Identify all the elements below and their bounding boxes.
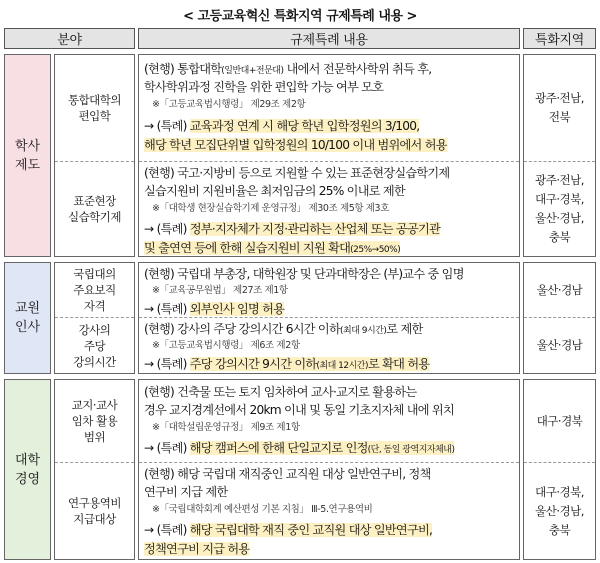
field-key-position: 국립대의 주요보직 자격	[73, 267, 116, 313]
page-title: < 고등교육혁신 특화지역 규제특례 내용 >	[183, 9, 417, 24]
header-content: 규제특례 내용	[138, 28, 520, 49]
legal-citation: ※「국립대학회계 예산편성 기본 지침」 Ⅲ-5.연구용역비	[152, 504, 373, 515]
row-divider	[139, 317, 519, 318]
special-rule-cont: 및 출연연 등에 한해 실습지원비 지원 확대(25%→50%)	[144, 241, 401, 255]
special-rule: → (특례) 정부·지자체가 지정·관리하는 산업체 또는 공공기관	[144, 222, 441, 236]
current-rule-cont: 경우 교지경계선에서 20km 이내 및 동일 기초지자체 내에 위치	[144, 403, 454, 417]
header-region: 특화지역	[523, 28, 596, 49]
current-rule: (현행) 통합대학(일반대+전문대) 내에서 전문학사학위 취득 후,	[144, 62, 432, 76]
current-rule: (현행) 국고·지방비 등으로 지원할 수 있는 표준현장실습학기제	[144, 166, 450, 180]
special-rule: → (특례) 해당 국립대학 재직 중인 교직원 대상 일반연구비,	[144, 523, 433, 537]
special-rule: → (특례) 해당 캠퍼스에 한해 단일교지로 인정(단, 동일 광역지자체내)	[144, 441, 455, 455]
region-key-position: 울산·경남	[536, 282, 583, 297]
field-field-practice: 표준현장 실습학기제	[67, 194, 122, 224]
row-divider	[139, 462, 519, 463]
region-campus-lease: 대구·경북	[536, 413, 583, 428]
field-lecture-hours: 강사의 주당 강의시간	[73, 322, 116, 369]
current-rule: (현행) 해당 국립대 재직중인 교직원 대상 일반연구비, 정책	[144, 467, 431, 481]
special-rule-cont: 해당 학년 모집단위별 입학정원의 10/100 이내 범위에서 허용	[144, 138, 447, 152]
legal-citation: ※「교육공무원법」 제27조 제1항	[152, 285, 288, 296]
category-academic: 학사 제도	[4, 54, 51, 257]
region-research-fund: 대구·경북, 울산·경남, 충북	[535, 484, 584, 537]
field-campus-lease: 교지·교사 임차 활용 범위	[71, 398, 118, 444]
field-group-academic	[54, 54, 135, 257]
current-rule-cont: 실습지원비 지원비율은 최저임금의 25% 이내로 제한	[144, 184, 405, 198]
region-group-management	[523, 379, 596, 560]
category-management: 대학 경영	[4, 379, 51, 560]
legal-citation: ※「고등교육법시행령」 제29조 제2항	[152, 99, 306, 110]
legal-citation: ※「대학설립운영규정」 제9조 제1항	[152, 422, 300, 433]
region-transfer: 광주·전남, 전북	[535, 91, 584, 124]
current-rule-cont: 학사학위과정 진학을 위한 편입학 가능 여부 모호	[144, 80, 384, 94]
header-field: 분야	[4, 28, 135, 49]
field-transfer: 통합대학의 편입학	[67, 93, 122, 123]
current-rule: (현행) 국립대 부총장, 대학원장 및 단과대학장은 (부)교수 중 임명	[144, 267, 464, 281]
special-rule: → (특례) 주당 강의시간 9시간 이하(최대 12시간)로 확대 허용	[144, 357, 430, 371]
region-group-academic	[523, 54, 596, 257]
special-rule-cont: 정책연구비 지급 허용	[144, 542, 250, 556]
row-divider	[139, 161, 519, 162]
field-research-fund: 연구용역비 지급대상	[67, 496, 122, 526]
content-group-academic	[138, 54, 520, 257]
region-group-faculty	[523, 262, 596, 374]
category-faculty: 교원 인사	[4, 262, 51, 374]
current-rule-cont: 연구비 지급 제한	[144, 485, 228, 499]
region-field-practice: 광주·전남, 대구·경북, 울산·경남, 충북	[535, 173, 584, 244]
field-group-management	[54, 379, 135, 560]
content-group-management	[138, 379, 520, 560]
special-rule: → (특례) 교육과정 연계 시 해당 학년 입학정원의 3/100,	[144, 119, 420, 133]
legal-citation: ※「고등교육법시행령」 제6조 제2항	[152, 340, 300, 351]
region-lecture-hours: 울산·경남	[536, 338, 583, 352]
legal-citation: ※「대학생 현장실습학기제 운영규정」 제30조 제5항 제3호	[152, 203, 389, 214]
current-rule: (현행) 강사의 주당 강의시간 6시간 이하(최대 9시간)로 제한	[144, 322, 423, 336]
current-rule: (현행) 건축물 또는 토지 임차하여 교사·교지로 활용하는	[144, 385, 417, 399]
special-rule: → (특례) 외부인사 임명 허용	[144, 302, 285, 316]
content-group-faculty	[138, 262, 520, 374]
field-group-faculty	[54, 262, 135, 374]
